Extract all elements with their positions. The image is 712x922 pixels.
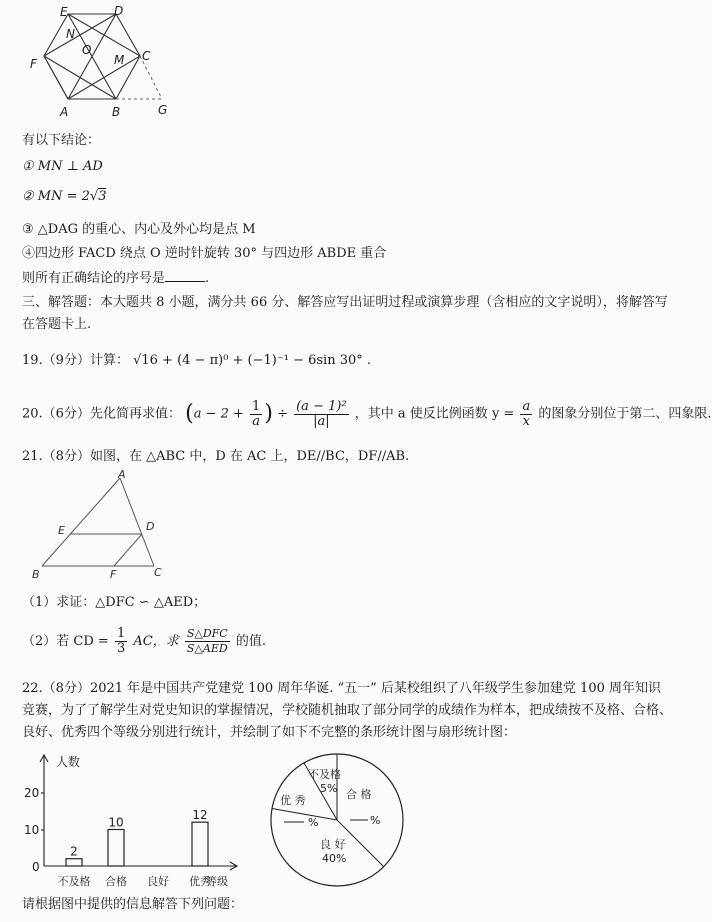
conclusions-intro: 有以下结论： <box>22 133 101 148</box>
hex-label-B: B <box>112 105 121 119</box>
pie-label-fail: 不及格 <box>308 768 341 781</box>
bar-category-0: 不及格 <box>57 875 91 888</box>
q20-divide: ÷ <box>277 406 288 422</box>
answer-blank <box>165 281 205 282</box>
conclusions-question-text: 则所有正确结论的序号是 <box>22 271 166 286</box>
bar-category-1: 合格 <box>105 875 127 888</box>
tri-label-B: B <box>32 568 40 581</box>
question-20: 20.（6分）先化简再求值： (a − 2 + $\frac{1}{a}$ ) ÷ $\frac{\text{(a − 1)²}}{|a|}$ ，其中 a 使反比例函数 y = $\frac{a}{x}$ 的图象分别位于第二、四象限. <box>22 398 712 429</box>
bar-3 <box>192 822 208 866</box>
question-21-part-2: （2）若 CD = $\frac{1}{3}$ AC，求 $\frac{\text{S△DFC}}{\text{S△AED}}$ 的值. <box>22 626 267 656</box>
q19-end: . <box>366 353 372 368</box>
pie-value-fail: 5% <box>320 782 338 795</box>
hex-label-M: M <box>114 53 125 67</box>
tri-label-E: E <box>58 524 65 537</box>
sqrt-sign: √ <box>89 189 99 204</box>
conclusion-2 <box>22 188 106 206</box>
question-21-part-1: （1）求证：△DFC ∽ △AED； <box>22 595 207 610</box>
hex-label-N: N <box>66 27 75 41</box>
tri-label-C: C <box>154 566 162 579</box>
hex-label-E: E <box>60 5 68 19</box>
q20-label: 20.（6分）先化简再求值： <box>22 406 181 422</box>
bar-data-label-3: 12 <box>192 808 208 823</box>
bar-data-label-0: 2 <box>70 844 78 859</box>
triangle-figure <box>30 470 180 582</box>
question-19 <box>22 352 371 370</box>
hex-label-G: G <box>158 103 168 117</box>
question-22-footer: 请根据图中提供的信息解答下列问题： <box>22 897 244 912</box>
pie-value-pass: % <box>370 814 381 827</box>
conclusion-1: ① MN ⊥ AD <box>22 159 103 174</box>
hex-label-D: D <box>114 4 124 18</box>
pie-value-excellent: % <box>308 816 319 829</box>
hex-label-O: O <box>82 43 92 57</box>
q19-expression: √16 + (4 − π)⁰ + (−1)⁻¹ − 6sin 30° <box>133 353 363 368</box>
q20-tail-2: 的图象分别位于第二、四象限. <box>538 406 712 422</box>
hex-label-C: C <box>142 49 151 63</box>
q19-label: 19.（9分）计算： <box>22 353 129 368</box>
bar-ylabel: 人数 <box>56 755 81 769</box>
conclusions-question: 则所有正确结论的序号是 . <box>22 271 210 286</box>
q20-fraction-2: $\frac{\text{(a − 1)²}}{|a|}$ <box>296 398 347 429</box>
conclusion-3: ③ △DAG 的重心、内心及外心均是点 M <box>22 222 256 237</box>
bar-ytick-0: 0 <box>32 860 40 874</box>
bar-category-2: 良好 <box>147 875 169 888</box>
bar-data-label-1: 10 <box>108 815 124 830</box>
bar-xlabel: 等级 <box>206 875 228 888</box>
pie-label-excellent: 优 秀 <box>280 794 306 807</box>
question-21: 21.（8分）如图，在 △ABC 中，D 在 AC 上，DE//BC，DF//AB. <box>22 449 410 464</box>
bar-1 <box>108 830 124 867</box>
q20-tail-1: ，其中 a 使反比例函数 y = <box>354 406 515 422</box>
bar-ytick-10: 10 <box>24 823 40 837</box>
conclusion-2-root: 3 <box>98 189 107 204</box>
bar-chart <box>10 752 245 892</box>
pie-value-good: 40% <box>322 852 347 865</box>
q20-a-part: a − 2 + <box>193 406 244 422</box>
question-22: 22.（8分）2021 年是中国共产党建党 100 周年华诞. “五一” 后某校组织了八年级学生参加建党 100 周年知识竞赛，为了了解学生对党史知识的掌握情况，学校随机抽取了部分同学的成绩作为样本，把成绩按不及格、合格、良好、优秀四个等级分别进行统计，并绘制了如下不完整的条形统计图与扇形统计图： <box>22 681 673 740</box>
pie-label-pass: 合 格 <box>346 788 372 801</box>
bar-0 <box>66 859 82 866</box>
pie-label-good: 良 好 <box>320 838 346 851</box>
hex-label-A: A <box>60 105 69 119</box>
pie-divider-3 <box>272 809 337 820</box>
conclusion-2-text: ② MN = 2 <box>22 189 90 204</box>
bar-ytick-20: 20 <box>24 786 40 800</box>
hexagon-figure <box>22 4 182 122</box>
pie-chart <box>262 752 412 892</box>
q20-fraction-1: $\frac{1}{a}$ <box>252 398 261 429</box>
q20-fraction-3: $\frac{a}{x}$ <box>522 398 531 429</box>
bar-category-3: 优秀 <box>189 875 211 888</box>
hex-label-F: F <box>30 57 37 71</box>
section-3-instructions: 三、解答题：本大题共 8 小题，满分共 66 分、解答应写出证明过程或演算步理（含相应的文字说明），将解答写在答题卡上. <box>22 295 668 332</box>
tri-label-A: A <box>118 468 126 481</box>
tri-label-F: F <box>110 568 117 581</box>
tri-label-D: D <box>146 520 155 533</box>
conclusion-4: ④四边形 FACD 绕点 O 逆时针旋转 30° 与四边形 ABDE 重合 <box>22 246 387 261</box>
